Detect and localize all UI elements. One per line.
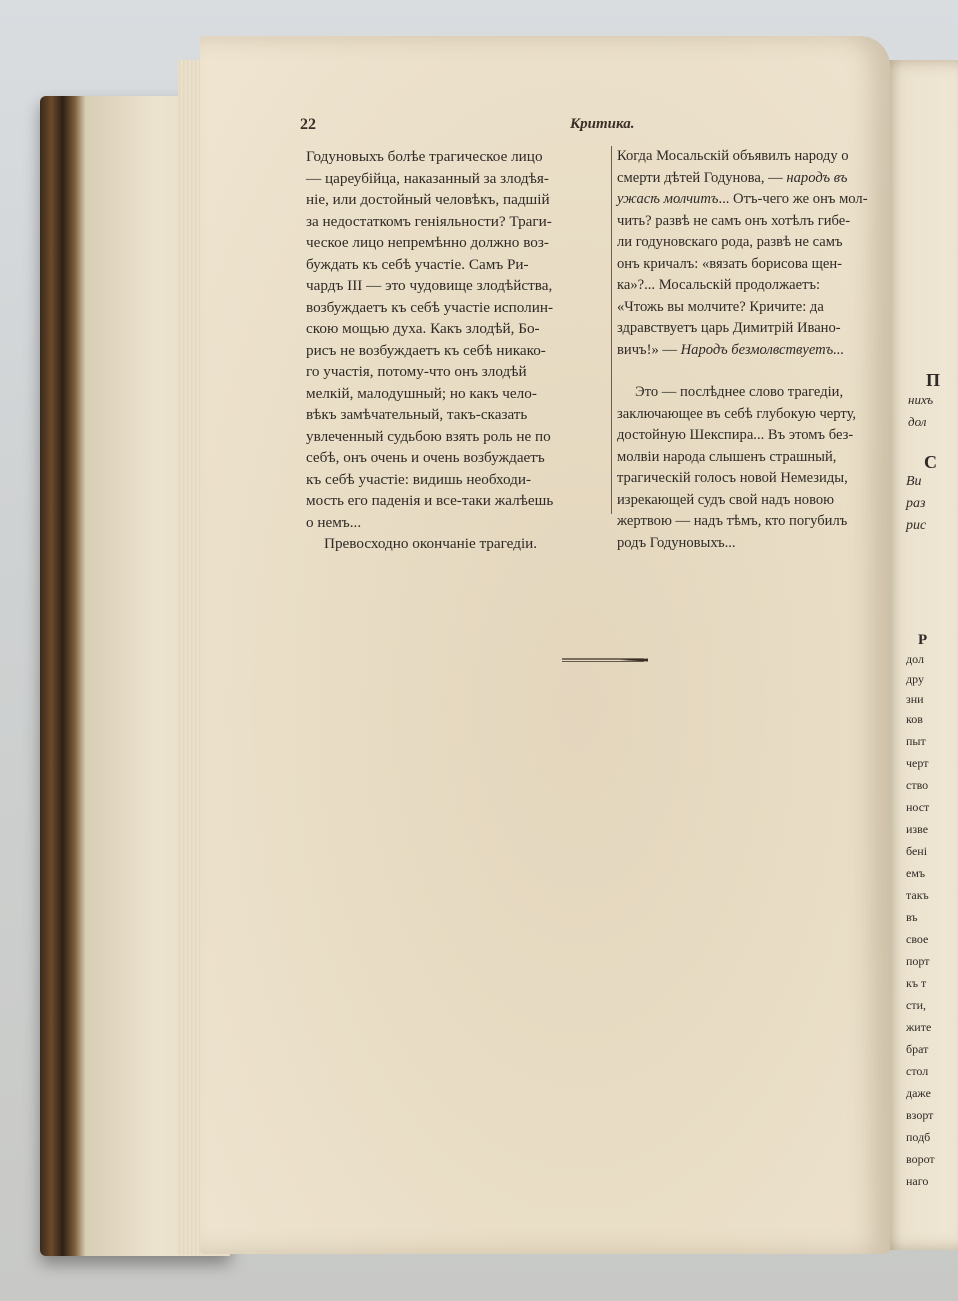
adjacent-text-fragment: брат: [906, 1042, 929, 1056]
text-line: Превосходно окончаніе трагедіи.: [324, 535, 538, 552]
text-line: о немъ...: [306, 513, 362, 531]
adjacent-text-fragment: подб: [906, 1130, 931, 1144]
left-column: [306, 146, 604, 555]
text-line: молвіи народа слышенъ страшный,: [617, 448, 837, 465]
text-line: буждать къ себѣ участіе. Самъ Ри-: [306, 255, 529, 273]
column-divider: [611, 146, 612, 514]
adjacent-text-fragment: дру: [906, 672, 924, 686]
adjacent-text-fragment: черт: [906, 756, 929, 770]
right-paragraph-2: [617, 382, 879, 554]
adjacent-text-fragment: сти,: [906, 998, 926, 1012]
adjacent-text-fragment: нихъ: [908, 392, 934, 407]
text-line: чардъ III — это чудовище злодѣйства,: [306, 277, 553, 294]
text-line: мость его паденія и все-таки жалѣешь: [306, 492, 554, 509]
text-line: заключающее въ себѣ глубокую черту,: [617, 405, 857, 422]
adjacent-text-fragment: дол: [908, 414, 927, 429]
text-line: мелкій, малодушный; но какъ чело-: [306, 384, 537, 402]
running-head: Критика.: [570, 116, 635, 132]
text-line: себѣ, онъ очень и очень возбуждаетъ: [306, 449, 545, 466]
right-paragraph-1: Когда Мосальскій объявилъ народу о смерти дѣтей Годунова, — народъ въ ужасѣ молчитъ... Отъ-чего же онъ мол- чить? развѣ не самъ онъ хотѣлъ гибе- ли годуновскаго рода, развѣ не самъ онъ кричалъ: «вязать борисова щен- ка»?... Мосальскій продолжаетъ: «Чтожь вы молчите? Кричите: да здравствуетъ царь Димитрій Ивано- вичъ!» — Народъ безмолвствуетъ...: [617, 148, 868, 358]
adjacent-text-fragment: пыт: [906, 734, 926, 748]
adjacent-text-fragment: даже: [906, 1086, 931, 1100]
adjacent-text-fragment: жите: [906, 1020, 932, 1034]
page-header: [300, 116, 880, 136]
text-line: ніе, или достойный человѣкъ, падшій: [306, 191, 550, 208]
adjacent-text-fragment: рис: [906, 518, 927, 533]
ornament-divider: [560, 655, 650, 665]
page-number: 22: [300, 116, 316, 133]
adjacent-text-fragment: изве: [906, 822, 929, 836]
adjacent-text-fragment: емъ: [906, 866, 926, 880]
text-line: — цареубійца, наказанный за злодѣя-: [306, 169, 549, 187]
adjacent-text-fragment: такъ: [906, 888, 929, 902]
adjacent-text-fragment: наго: [906, 1174, 929, 1188]
adjacent-text-fragment: Ви: [906, 474, 922, 489]
adjacent-text-fragment: ност: [906, 800, 930, 814]
left-paragraph-1: [306, 146, 604, 533]
text-line: трагическій голосъ новой Немезиды,: [617, 470, 848, 486]
adjacent-text-fragment: П: [926, 370, 941, 390]
text-line: увлеченный судьбою взять роль не по: [306, 427, 551, 445]
adjacent-text-fragment: къ т: [906, 976, 927, 990]
adjacent-text-fragment: бені: [906, 844, 928, 858]
text-line: за недостаткомъ геніяльности? Траги-: [306, 212, 552, 230]
text-line: Это — послѣднее слово трагедіи,: [635, 384, 844, 400]
text-line: Годуновыхъ болѣе трагическое лицо: [306, 148, 543, 165]
text-line: изрекающей судъ свой надъ новою: [617, 491, 835, 508]
text-line: ческое лицо непремѣнно должно воз-: [306, 234, 549, 251]
text-line: рисъ не возбуждаетъ къ себѣ никако-: [306, 341, 546, 359]
adjacent-text-fragment: въ: [906, 910, 918, 924]
left-paragraph-2: [306, 533, 604, 555]
text-line: скою мощью духа. Какъ злодѣй, Бо-: [306, 320, 540, 337]
adjacent-text-fragment: зни: [906, 692, 924, 706]
adjacent-text-fragment: дол: [906, 652, 924, 666]
adjacent-text-fragment: ворот: [906, 1152, 935, 1166]
italic-phrase: Народъ безмолвствуетъ...: [680, 341, 845, 358]
adjacent-text-fragment: раз: [906, 496, 926, 511]
adjacent-text-fragment: порт: [906, 954, 930, 968]
text-line: родъ Годуновыхъ...: [617, 534, 736, 551]
text-line: возбуждаетъ къ себѣ участіе исполин-: [306, 298, 554, 316]
text-line: вѣкъ замѣчательный, такъ-сказать: [306, 406, 528, 423]
italic-phrase: народъ въ: [786, 169, 848, 186]
adjacent-text-fragment: ство: [906, 778, 929, 792]
adjacent-text-fragment: стол: [906, 1064, 929, 1078]
adjacent-text-fragment: ков: [906, 712, 923, 726]
italic-phrase: ужасѣ молчитъ: [617, 191, 719, 207]
right-column: [617, 146, 879, 554]
adjacent-text-fragment: взорт: [906, 1108, 934, 1122]
text-line: жертвою — надъ тѣмъ, кто погубилъ: [617, 513, 848, 529]
text-line: къ себѣ участіе: видишь необходи-: [306, 470, 532, 488]
text-line: го участія, потому-что онъ злодѣй: [306, 363, 527, 380]
adjacent-text-fragment: свое: [906, 932, 929, 946]
adjacent-text-fragment: Р: [918, 632, 928, 648]
adjacent-text-fragment: С: [924, 452, 937, 472]
text-line: достойную Шекспира... Въ этомъ без-: [617, 427, 854, 443]
